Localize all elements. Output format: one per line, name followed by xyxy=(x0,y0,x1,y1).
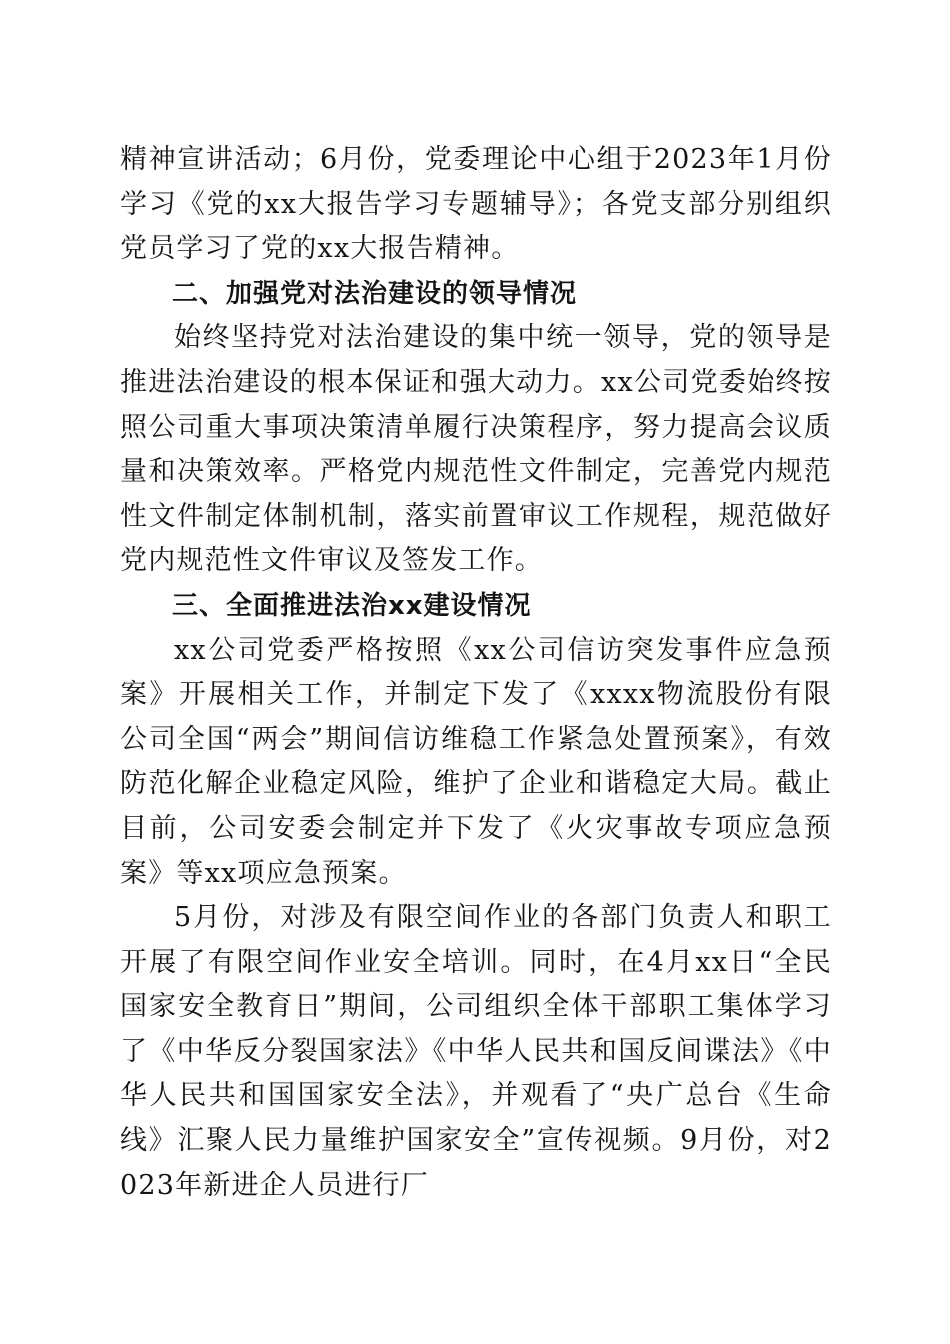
paragraph-study-activities: 精神宣讲活动；6月份，党委理论中心组于2023年1月份学习《党的xx大报告学习专题辅导》；各党支部分别组织党员学习了党的xx大报告精神。 xyxy=(120,144,832,265)
document-body xyxy=(120,138,832,1208)
section-heading-3: 三、全面推进法治xx建设情况 xyxy=(172,590,532,621)
paragraph-emergency-plans: xx公司党委严格按照《xx公司信访突发事件应急预案》开展相关工作，并制定下发了《xxxx物流股份有限公司全国“两会”期间信访维稳工作紧急处置预案》，有效防范化解企业稳定风险，维护了企业和谐稳定大局。截止目前，公司安委会制定并下发了《火灾事故专项应急预案》等xx项应急预案。 xyxy=(120,634,832,889)
section-heading-2: 二、加强党对法治建设的领导情况 xyxy=(172,278,578,309)
paragraph-safety-training: 5月份，对涉及有限空间作业的各部门负责人和职工开展了有限空间作业安全培训。同时，在4月xx日“全民国家安全教育日”期间，公司组织全体干部职工集体学习了《中华反分裂国家法》《中华人民共和国反间谍法》《中华人民共和国国家安全法》，并观看了“央广总台《生命线》汇聚人民力量维护国家安全”宣传视频。9月份，对2023年新进企人员进行厂 xyxy=(120,902,832,1201)
paragraph-party-leadership: 始终坚持党对法治建设的集中统一领导，党的领导是推进法治建设的根本保证和强大动力。xx公司党委始终按照公司重大事项决策清单履行决策程序，努力提高会议质量和决策效率。严格党内规范性文件制定，完善党内规范性文件制定体制机制，落实前置审议工作规程，规范做好党内规范性文件审议及签发工作。 xyxy=(120,322,832,577)
